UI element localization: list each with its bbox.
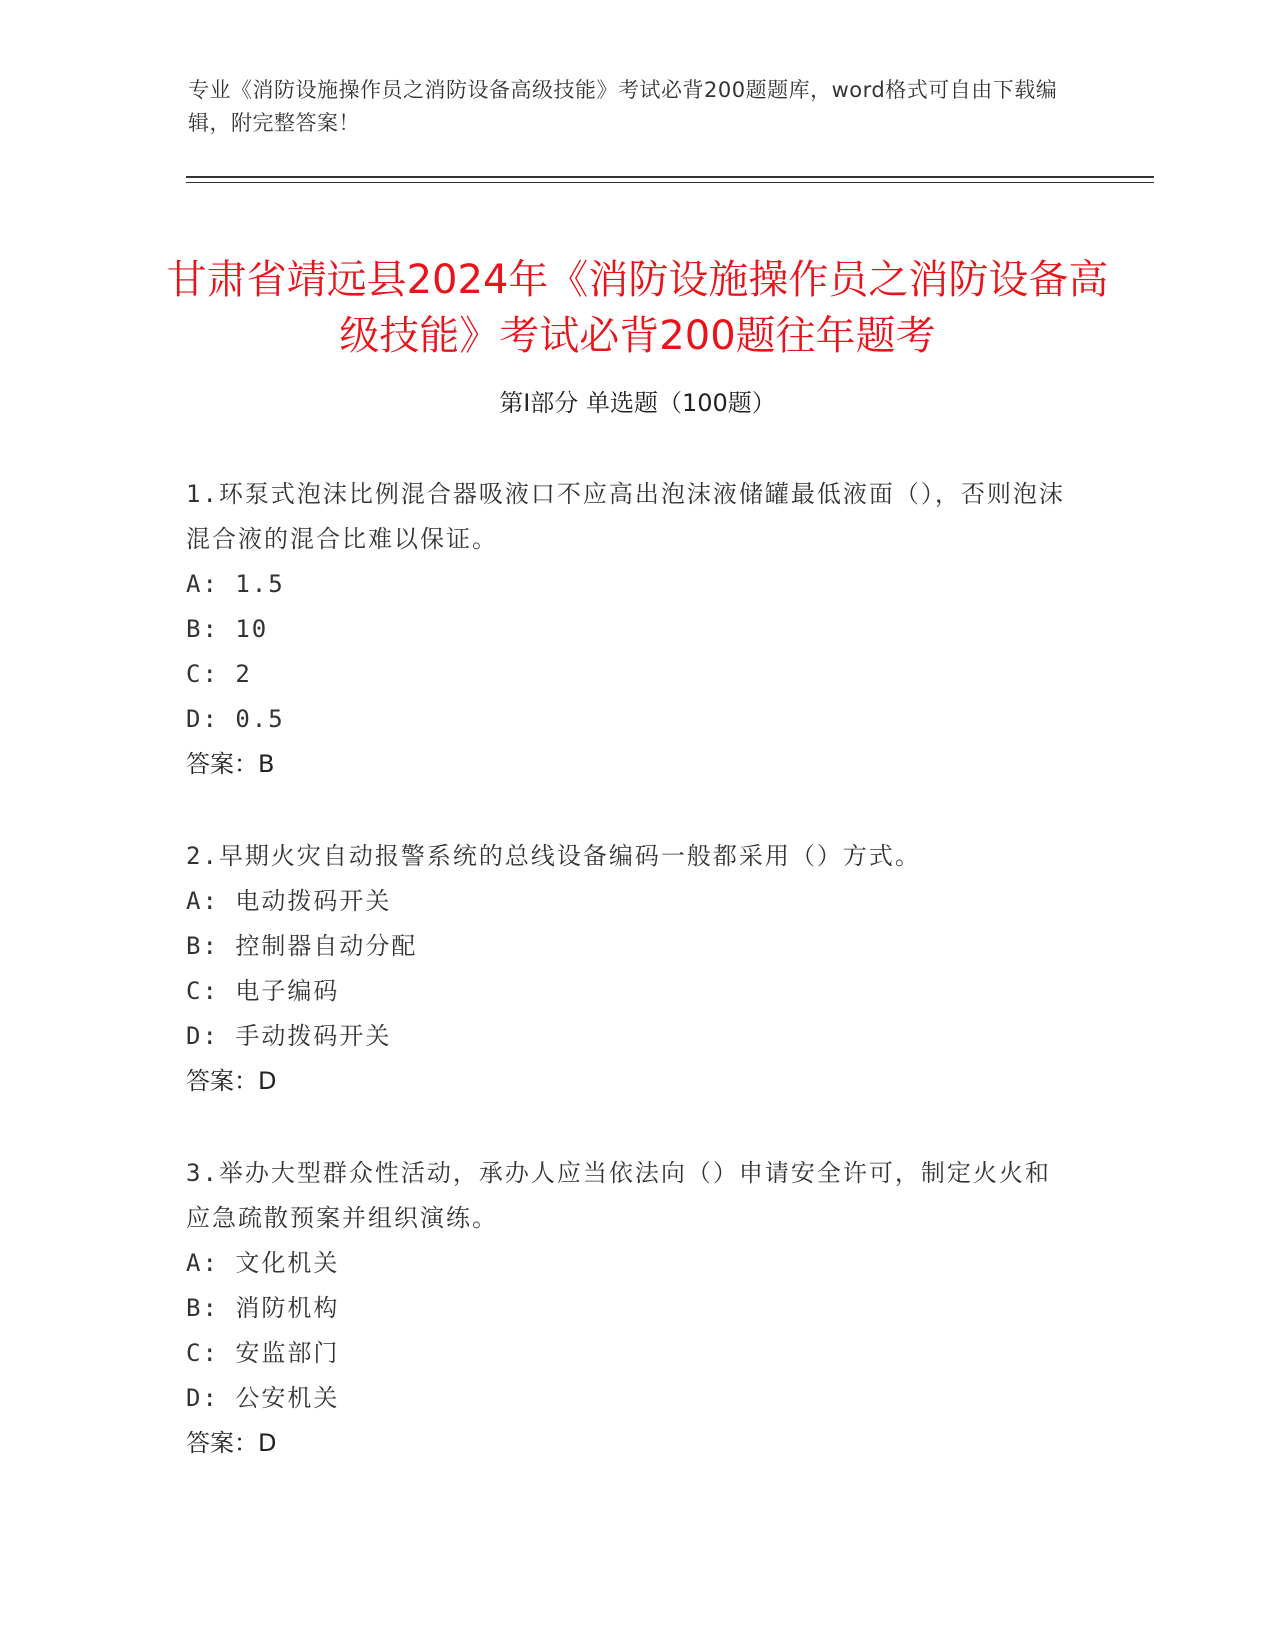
answer: 答案：D [186,1067,277,1095]
option-a: A: 文化机关 [186,1249,340,1277]
option-d: D: 0.5 [186,705,285,733]
option-c: C: 电子编码 [186,977,340,1005]
question-3 [186,1151,1066,1466]
header-divider-thick [186,176,1154,178]
option-b: B: 消防机构 [186,1294,340,1322]
question-2 [186,834,1066,1104]
question-1 [186,472,1066,787]
question-stem: 1.环泵式泡沫比例混合器吸液口不应高出泡沫液储罐最低液面（），否则泡沫混合液的混合比难以保证。 [186,480,1065,553]
option-b: B: 10 [186,615,269,643]
option-d: D: 手动拨码开关 [186,1022,392,1050]
option-a: A: 1.5 [186,570,285,598]
answer: 答案：B [186,750,275,778]
option-a: A: 电动拨码开关 [186,887,392,915]
option-c: C: 安监部门 [186,1339,340,1367]
header-note: 专业《消防设施操作员之消防设备高级技能》考试必背200题题库，word格式可自由下载编辑，附完整答案！ [188,78,1058,135]
section-heading: 第I部分 单选题（100题） [499,389,776,417]
option-d: D: 公安机关 [186,1384,340,1412]
question-stem: 3.举办大型群众性活动，承办人应当依法向（）申请安全许可，制定火火和应急疏散预案并组织演练。 [186,1159,1051,1232]
question-list [186,472,1066,1513]
document-title: 甘肃省靖远县2024年《消防设施操作员之消防设备高级技能》考试必背200题往年题考 [166,256,1109,359]
option-c: C: 2 [186,660,252,688]
option-b: B: 控制器自动分配 [186,932,418,960]
header-divider-thin [186,182,1154,183]
answer: 答案：D [186,1429,277,1457]
question-stem: 2.早期火灾自动报警系统的总线设备编码一般都采用（）方式。 [186,842,921,870]
